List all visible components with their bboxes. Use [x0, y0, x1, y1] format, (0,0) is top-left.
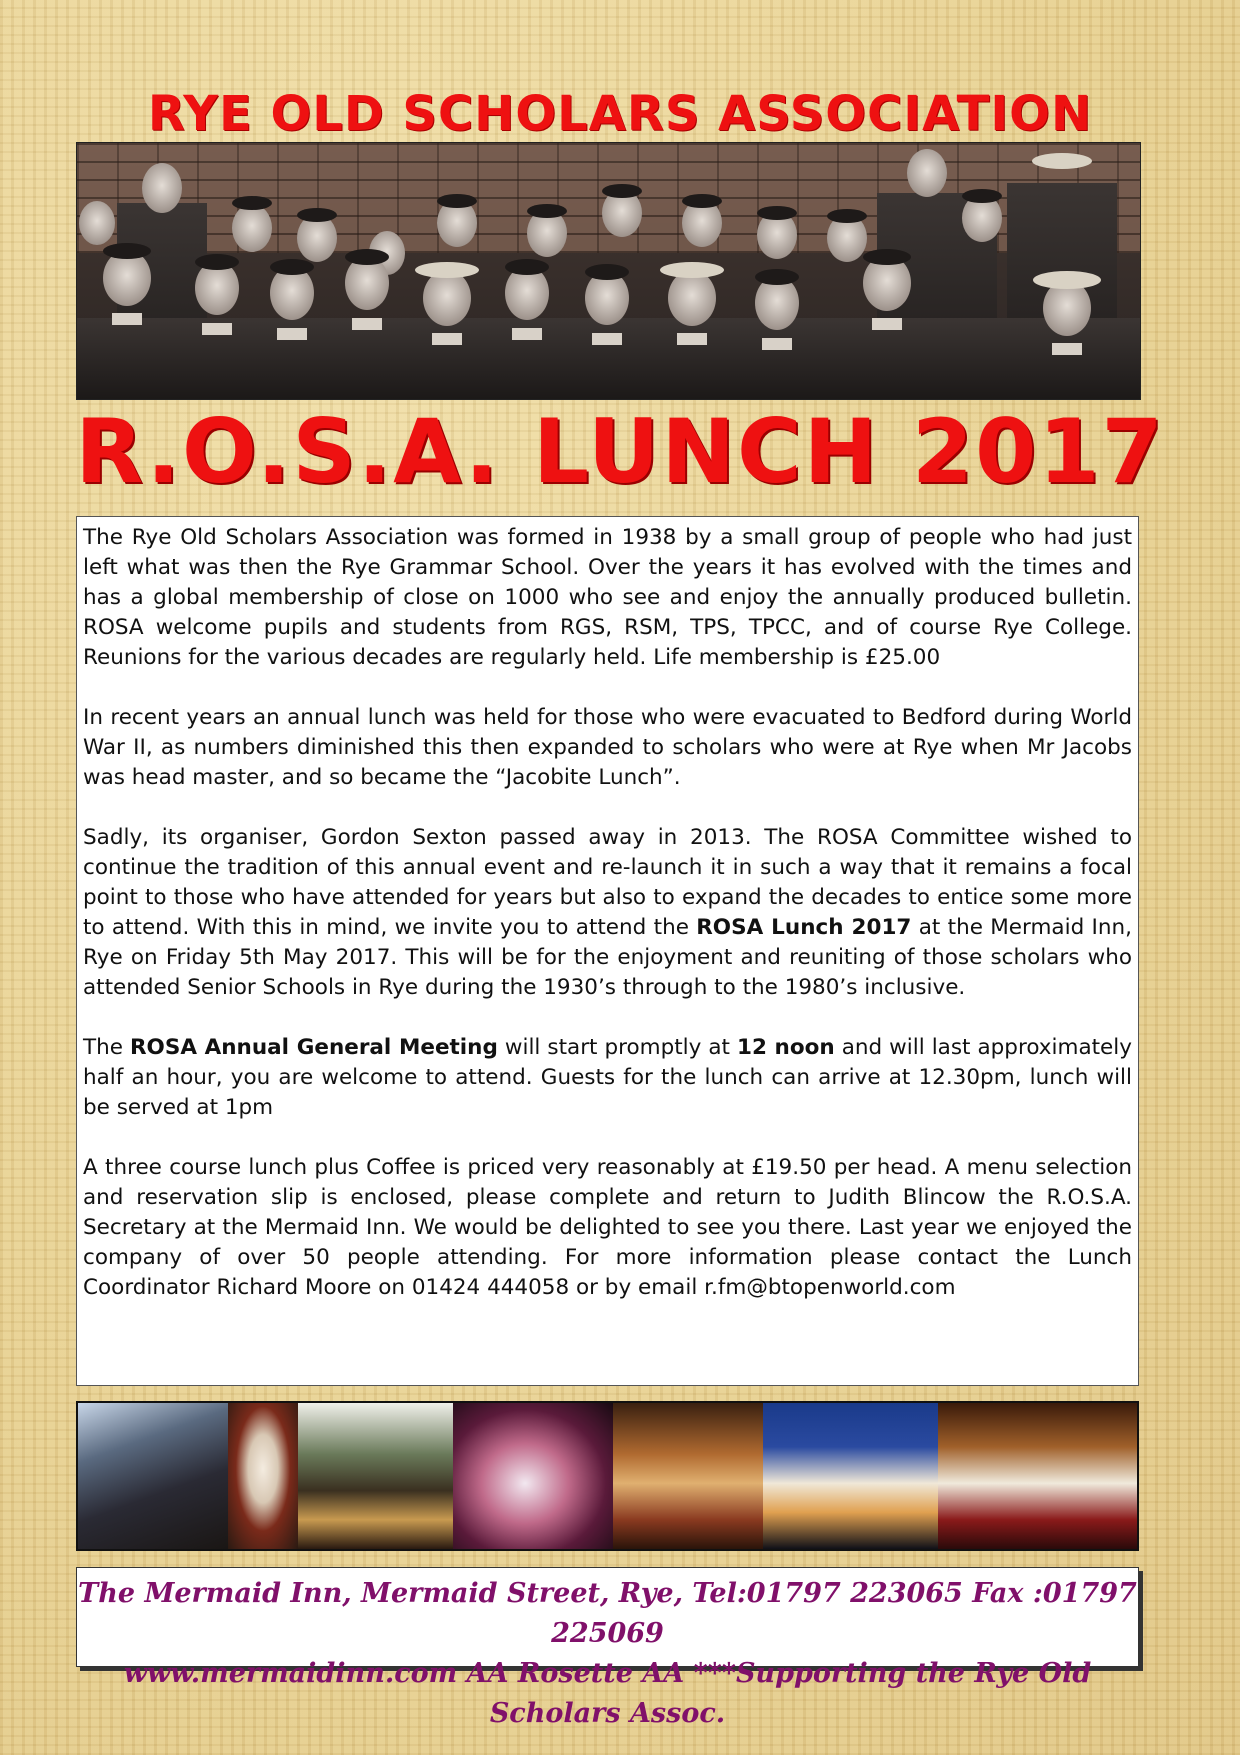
- pupils-silhouettes: [77, 143, 1140, 399]
- description-box: [76, 516, 1139, 1386]
- agm-text-c: and will last approximately half an hour, you are welcome to attend. Guests for the lunch can arrive at 12.30pm, lunch will be served at 1pm: [83, 1035, 1132, 1120]
- paragraph-pricing: A three course lunch plus Coffee is priced very reasonably at £19.50 per head. A menu selection and reservation slip is enclosed, please complete and return to Judith Blincow the R.O.S.A. Secretary at the Mermaid Inn. We would be delighted to see you there. Last year we enjoyed the company of over 50 people attending. For more information please contact the Lunch Coordinator Richard Moore on 01424 444058 or by email r.fm@btopenworld.com: [83, 1155, 1132, 1300]
- mermaid-inn-photo-strip: [76, 1401, 1139, 1551]
- photo-interior-beams: [78, 1403, 228, 1549]
- paragraph-jacobite: In recent years an annual lunch was held for those who were evacuated to Bedford during World War II, as numbers diminished this then expanded to scholars who were at Rye when Mr Jacobs was head master, and so became the “Jacobite Lunch”.: [83, 705, 1132, 790]
- invitation-event-name: ROSA Lunch 2017: [696, 915, 912, 940]
- paragraph-agm: [83, 1033, 1132, 1123]
- photo-wedding-couple: [453, 1403, 613, 1549]
- footer-website-line: www.mermaidinn.com AA Rosette AA ***Supporting the Rye Old Scholars Assoc.: [123, 1658, 1092, 1729]
- event-title: R.O.S.A. LUNCH 2017: [75, 400, 1165, 503]
- photo-wedding-cake: [228, 1403, 298, 1549]
- agm-time: 12 noon: [736, 1035, 835, 1060]
- agm-text-a: The: [83, 1035, 130, 1060]
- footer-contact-box: [76, 1567, 1139, 1729]
- photo-inn-exterior: [298, 1403, 453, 1549]
- invitation-text-a: Sadly, its organiser, Gordon Sexton passed away in 2013. The ROSA Committee wished to continue the tradition of this annual event and re-launch it in such a way that it remains a focal point to those who have attended for years but also to expand the decades to entice some more to attend. With this in mind, we invite you to attend the: [83, 825, 1132, 940]
- paragraph-invitation: [83, 823, 1132, 1003]
- school-group-photo: [76, 142, 1141, 400]
- agm-meeting-name: ROSA Annual General Meeting: [130, 1035, 498, 1060]
- invitation-text-b: at the Mermaid Inn, Rye on Friday 5th May 2017. This will be for the enjoyment and reuniting of those scholars who attended Senior Schools in Rye during the 1930’s through to the 1980’s inclusive.: [83, 915, 1132, 1000]
- footer-address-line: The Mermaid Inn, Mermaid Street, Rye, Tel:01797 223065 Fax :01797 225069: [78, 1578, 1137, 1649]
- agm-text-b: will start promptly at: [497, 1035, 737, 1060]
- photo-dining-room: [938, 1403, 1137, 1549]
- association-title: RYE OLD SCHOLARS ASSOCIATION: [147, 86, 1093, 142]
- photo-inn-night: [763, 1403, 938, 1549]
- paragraph-history: The Rye Old Scholars Association was formed in 1938 by a small group of people who had just left what was then the Rye Grammar School. Over the years it has evolved with the times and has a global membership of close on 1000 who see and enjoy the annually produced bulletin. ROSA welcome pupils and students from RGS, RSM, TPS, TPCC, and of course Rye College. Reunions for the various decades are regularly held. Life membership is £25.00: [83, 525, 1132, 670]
- photo-bedroom: [613, 1403, 763, 1549]
